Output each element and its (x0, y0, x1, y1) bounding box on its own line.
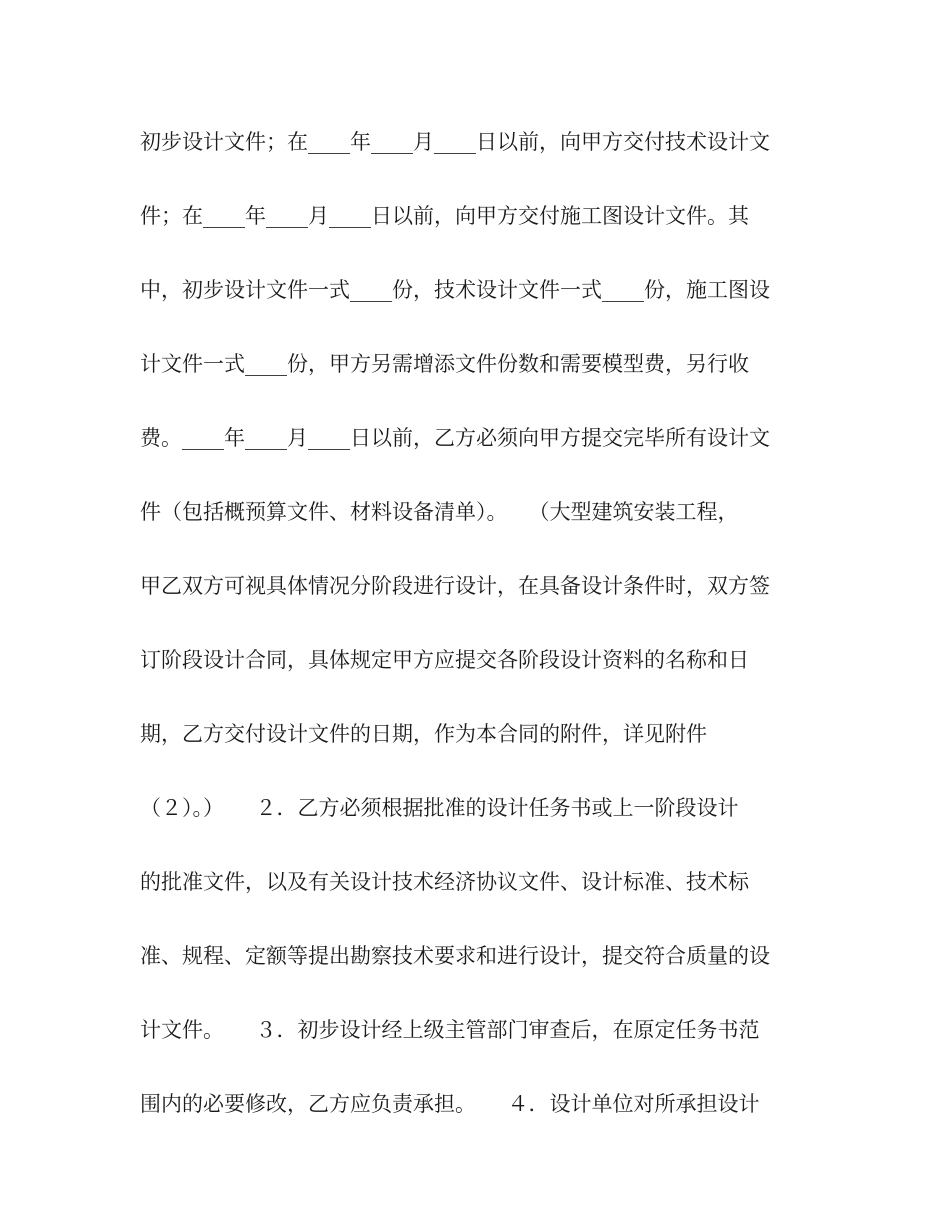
body-text-line: 的批准文件，以及有关设计技术经济协议文件、设计标准、技术标 (140, 870, 749, 894)
body-text-line: 件（包括概预算文件、材料设备清单）。 （大型建筑安装工程， (140, 500, 739, 524)
body-text-line: 计文件。 ３．初步设计经上级主管部门审查后，在原定任务书范 (140, 1018, 760, 1042)
body-text-line: 初步设计文件；在____年____月____日以前，向甲方交付技术设计文 (140, 130, 770, 154)
body-text-line: 费。____年____月____日以前，乙方必须向甲方提交完毕所有设计文 (140, 426, 770, 450)
body-text-line: 计文件一式____份，甲方另需增添文件份数和需要模型费，另行收 (140, 352, 749, 376)
body-text-line: （２）。） ２．乙方必须根据批准的设计任务书或上一阶段设计 (140, 796, 739, 820)
body-text-line: 甲乙双方可视具体情况分阶段进行设计，在具备设计条件时，双方签 (140, 574, 770, 598)
body-text-line: 中，初步设计文件一式____份，技术设计文件一式____份，施工图设 (140, 278, 770, 302)
body-text-line: 订阶段设计合同，具体规定甲方应提交各阶段设计资料的名称和日 (140, 648, 749, 672)
body-text-line: 准、规程、定额等提出勘察技术要求和进行设计，提交符合质量的设 (140, 944, 770, 968)
body-text-line: 围内的必要修改，乙方应负责承担。 ４．设计单位对所承担设计 (140, 1092, 760, 1116)
body-text-line: 件；在____年____月____日以前，向甲方交付施工图设计文件。其 (140, 204, 749, 228)
body-text-line: 期，乙方交付设计文件的日期，作为本合同的附件，详见附件 (140, 722, 707, 746)
